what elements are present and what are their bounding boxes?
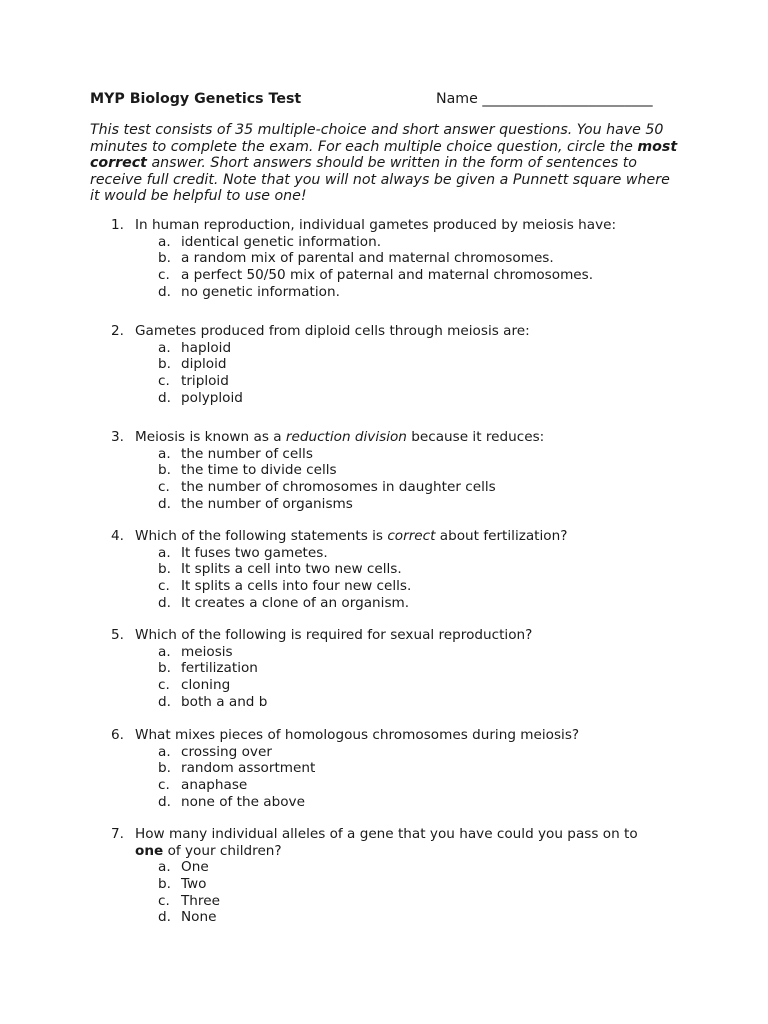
question-text: What mixes pieces of homologous chromosomes during meiosis? [135,727,580,743]
choice-list [111,340,671,407]
choice-a[interactable] [111,744,671,761]
choice-a[interactable] [111,859,671,876]
choice-text: the number of chromosomes in daughter cells [181,479,496,496]
choice-text: fertilization [181,660,258,677]
choice-letter: c. [158,267,170,284]
question-text: Gametes produced from diploid cells through meiosis are: [135,323,530,339]
question-text-bold: one [135,842,164,859]
question-6 [111,727,671,810]
choice-letter: d. [158,594,171,611]
choice-list [111,644,671,711]
instructions-text-1: This test consists of 35 multiple-choice and short answer questions. You have 50 minutes to complete the exam. For each multiple choice question, circle the [90,122,664,155]
question-number: 6. [111,727,124,743]
question-3 [111,429,671,512]
choice-text: It creates a clone of an organism. [181,594,410,611]
page-title: MYP Biology Genetics Test [90,91,302,107]
choice-d[interactable] [111,284,671,301]
question-text-part: of your children? [163,842,282,859]
choice-letter: d. [158,909,171,926]
choice-letter: d. [158,283,171,300]
choice-letter: c. [158,777,170,794]
choice-text: polyploid [181,389,243,406]
question-number: 3. [111,429,124,445]
choice-text: Three [181,892,220,909]
choice-text: One [181,859,209,876]
choice-text: none of the above [181,793,305,810]
choice-text: cloning [181,677,231,694]
choice-letter: b. [158,462,171,479]
choice-b[interactable] [111,462,671,479]
question-text [135,528,671,545]
question-text-part: because it reduces: [406,429,545,445]
choice-letter: c. [158,578,170,595]
choice-letter: d. [158,793,171,810]
choice-a[interactable] [111,234,671,251]
choice-letter: c. [158,479,170,496]
choice-d[interactable] [111,390,671,407]
choice-text: It splits a cell into two new cells. [181,561,402,578]
choice-list [111,744,671,811]
choice-text: None [181,909,217,926]
choice-letter: b. [158,760,171,777]
choice-text: Two [181,876,207,893]
question-1 [111,217,671,300]
question-text-part: Meiosis is known as a [135,429,286,445]
question-4 [111,528,671,611]
choice-text: the number of organisms [181,495,353,512]
choice-text: diploid [181,356,227,373]
choice-letter: d. [158,495,171,512]
question-text: Which of the following is required for sexual reproduction? [135,627,533,643]
choice-letter: d. [158,693,171,710]
question-text [135,429,671,446]
choice-letter: c. [158,677,170,694]
choice-letter: c. [158,373,170,390]
question-text-italic: correct [387,528,436,544]
name-field: Name ________________________ [436,91,653,107]
question-text-italic: reduction division [285,429,407,445]
choice-c[interactable] [111,777,671,794]
choice-a[interactable] [111,644,671,661]
choice-letter: c. [158,892,170,909]
choice-text: the time to divide cells [181,462,337,479]
choice-letter: b. [158,561,171,578]
choice-text: crossing over [181,743,272,760]
choice-letter: a. [158,544,171,561]
choice-list [111,545,671,612]
choice-c[interactable] [111,578,671,595]
question-number: 5. [111,627,124,643]
choice-text: anaphase [181,777,248,794]
instructions [90,122,680,205]
choice-letter: b. [158,876,171,893]
choice-text: triploid [181,373,229,390]
question-number: 7. [111,826,124,842]
instructions-text-2: answer. Short answers should be written in the form of sentences to receive full credit. Note that you will not always be given a Punnett square where it would be helpful to use one! [90,155,670,205]
choice-text: no genetic information. [181,283,340,300]
choice-text: a random mix of parental and maternal chromosomes. [181,250,554,267]
choice-letter: b. [158,250,171,267]
choice-text: meiosis [181,643,233,660]
choice-a[interactable] [111,446,671,463]
choice-text: random assortment [181,760,316,777]
question-text-part: Which of the following statements is [135,528,388,544]
choice-b[interactable] [111,760,671,777]
choice-b[interactable] [111,660,671,677]
choice-letter: b. [158,660,171,677]
instructions-emphasis: most correct [90,138,678,172]
choice-letter: a. [158,445,171,462]
choice-c[interactable] [111,893,671,910]
choice-c[interactable] [111,677,671,694]
question-number: 1. [111,217,124,233]
choice-text: identical genetic information. [181,233,382,250]
question-text: In human reproduction, individual gametes produced by meiosis have: [135,217,617,233]
choice-b[interactable] [111,561,671,578]
choice-letter: a. [158,743,171,760]
question-text-part: about fertilization? [435,528,568,544]
choice-letter: b. [158,356,171,373]
choice-d[interactable] [111,496,671,513]
page-header [90,91,690,111]
choice-b[interactable] [111,356,671,373]
choice-b[interactable] [111,250,671,267]
choice-d[interactable] [111,595,671,612]
question-number: 4. [111,528,124,544]
choice-d[interactable] [111,694,671,711]
choice-text: the number of cells [181,445,313,462]
question-number: 2. [111,323,124,339]
choice-text: both a and b [181,693,268,710]
choice-letter: a. [158,859,171,876]
choice-letter: a. [158,643,171,660]
choice-c[interactable] [111,267,671,284]
choice-b[interactable] [111,876,671,893]
choice-d[interactable] [111,794,671,811]
choice-text: It splits a cells into four new cells. [181,578,412,595]
choice-text: It fuses two gametes. [181,544,328,561]
choice-text: a perfect 50/50 mix of paternal and maternal chromosomes. [181,267,594,284]
choice-list [111,446,671,513]
choice-c[interactable] [111,479,671,496]
choice-a[interactable] [111,340,671,357]
question-7 [111,826,671,926]
question-5 [111,627,671,710]
choice-text: haploid [181,339,232,356]
question-2 [111,323,671,406]
question-text-line1: How many individual alleles of a gene that you have could you pass on to [135,826,638,842]
choice-list [111,859,671,926]
choice-letter: d. [158,389,171,406]
choice-d[interactable] [111,909,671,926]
choice-letter: a. [158,339,171,356]
choice-a[interactable] [111,545,671,562]
question-text-line2 [135,843,671,860]
choice-c[interactable] [111,373,671,390]
choice-letter: a. [158,233,171,250]
choice-list [111,234,671,301]
